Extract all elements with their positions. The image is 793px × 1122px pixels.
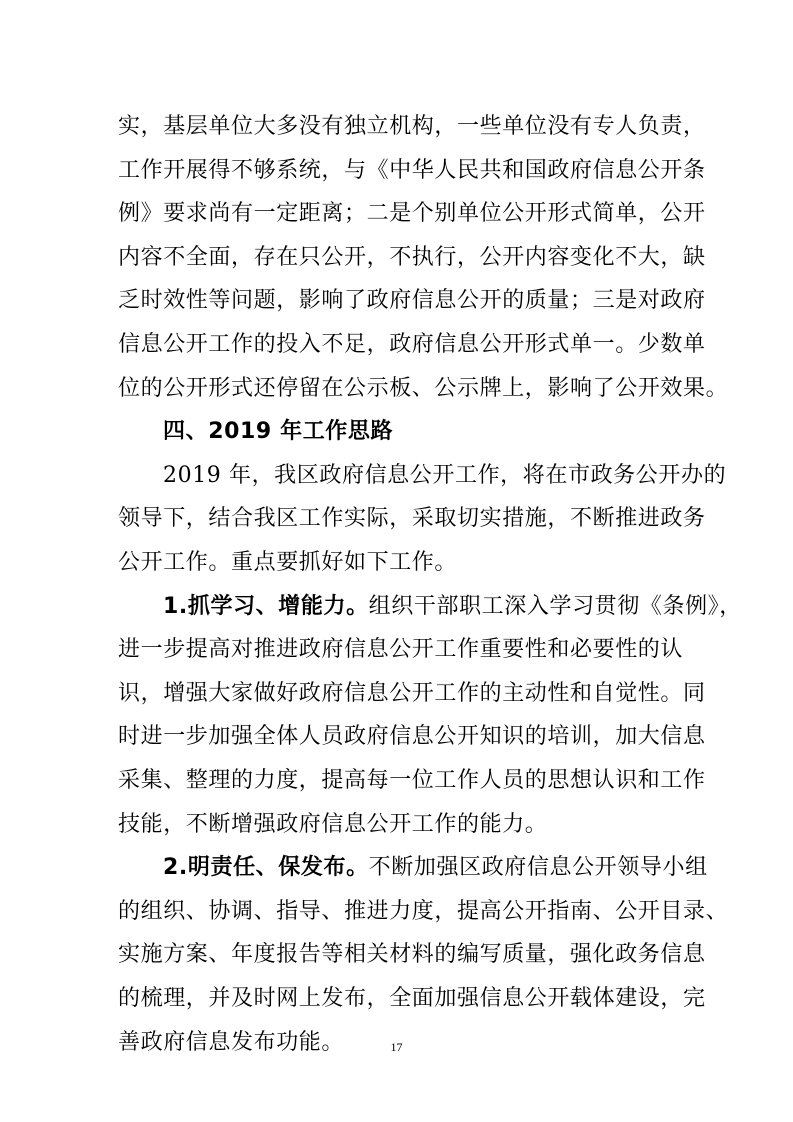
paragraph-line: 例》要求尚有一定距离；二是个别单位公开形式简单，公开 — [118, 201, 706, 226]
paragraph-line: 善政府信息发布功能。 — [118, 1030, 345, 1055]
item-first-line — [163, 853, 708, 883]
item-text: 不断加强区政府信息公开领导小组 — [368, 855, 708, 880]
page-number: 17 — [390, 1040, 403, 1054]
item-lead: 1.抓学习、增能力。 — [163, 594, 369, 619]
paragraph-line: 2019 年，我区政府信息公开工作，将在市政务公开办的 — [163, 463, 727, 488]
paragraph-line: 信息公开工作的投入不足，政府信息公开形式单一。少数单 — [118, 332, 706, 357]
paragraph-line: 采集、整理的力度，提高每一位工作人员的思想认识和工作 — [118, 768, 706, 793]
paragraph-line: 公开工作。重点要抓好如下工作。 — [118, 550, 458, 575]
paragraph-line: 工作开展得不够系统，与《中华人民共和国政府信息公开条 — [118, 158, 706, 183]
paragraph-line: 位的公开形式还停留在公示板、公示牌上，影响了公开效果。 — [118, 376, 729, 401]
paragraph-line: 实，基层单位大多没有独立机构，一些单位没有专人负责， — [118, 114, 706, 139]
section-heading: 四、2019 年工作思路 — [163, 419, 394, 444]
paragraph-line: 领导下，结合我区工作实际，采取切实措施，不断推进政务 — [118, 506, 706, 531]
item-first-line — [163, 592, 742, 622]
paragraph-line: 实施方案、年度报告等相关材料的编写质量，强化政务信息 — [118, 942, 706, 967]
paragraph-line: 进一步提高对推进政府信息公开工作重要性和必要性的认 — [118, 637, 684, 662]
paragraph-line: 的组织、协调、指导、推进力度，提高公开指南、公开目录、 — [118, 899, 729, 924]
item-lead: 2.明责任、保发布。 — [163, 855, 369, 880]
item-text: 组织干部职工深入学习贯彻《条例》， — [368, 594, 742, 619]
paragraph-line: 的梳理，并及时网上发布，全面加强信息公开载体建设，完 — [118, 986, 706, 1011]
paragraph-line: 乏时效性等问题，影响了政府信息公开的质量；三是对政府 — [118, 288, 706, 313]
paragraph-line: 内容不全面，存在只公开，不执行，公开内容变化不大，缺 — [118, 245, 706, 270]
paragraph-line: 时进一步加强全体人员政府信息公开知识的培训，加大信息 — [118, 724, 706, 749]
paragraph-line: 技能，不断增强政府信息公开工作的能力。 — [118, 812, 548, 837]
paragraph-line: 识，增强大家做好政府信息公开工作的主动性和自觉性。同 — [118, 681, 706, 706]
